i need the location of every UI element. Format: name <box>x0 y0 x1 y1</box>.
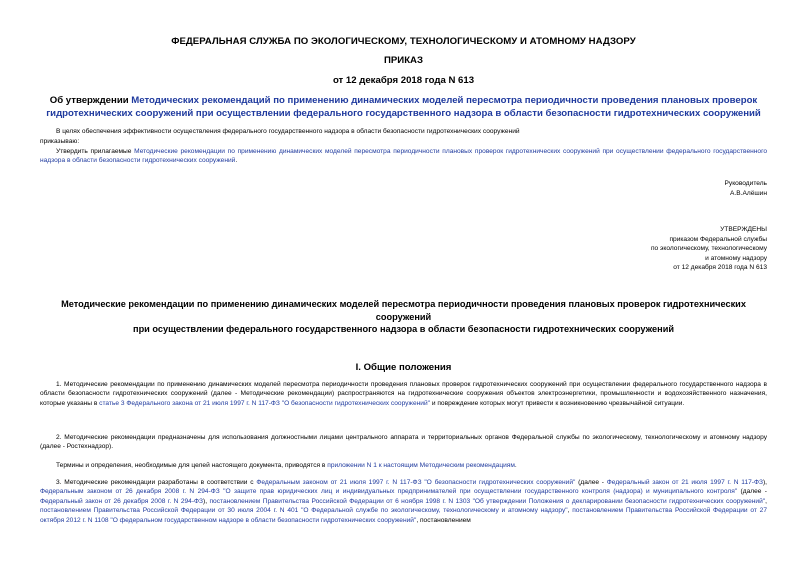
title-prefix: Об утверждении <box>49 95 132 106</box>
p4-text-g: , <box>567 507 573 515</box>
paragraph-1 <box>40 380 767 408</box>
agency-name: ФЕДЕРАЛЬНАЯ СЛУЖБА ПО ЭКОЛОГИЧЕСКОМУ, ТЕХНОЛОГИЧЕСКОМУ И АТОМНОМУ НАДЗОРУ <box>171 36 636 47</box>
signature-position: Руководитель <box>724 180 767 187</box>
approval-line2: приказом Федеральной службы <box>669 235 767 243</box>
order-title <box>40 95 767 120</box>
approve-link[interactable]: Методические рекомендации по применению динамических моделей пересмотра периодичности плановых проверок гидротехнических сооружений при осуществлении федерального государственного надзора в области безопасности гидротехнических сооружений <box>40 148 767 165</box>
signature-name: А.В.Алёшин <box>730 189 767 197</box>
p4-link-2[interactable]: Федеральный закон от 21 июля 1997 г. N 117-ФЗ <box>606 479 763 486</box>
section-heading: I. Общие положения <box>355 362 452 373</box>
p4-link-5[interactable]: постановлением Правительства Российской Федерации от 6 ноября 1998 г. N 1303 "Об утверждении Положения о декларировании безопасности гидротехнических сооружений" <box>209 497 766 505</box>
doc-date-number: от 12 декабря 2018 года N 613 <box>332 75 475 86</box>
p1-link[interactable]: статье 3 Федерального закона от 21 июля 1997 г. N 117-ФЗ "О безопасности гидротехнических сооружений" <box>99 399 430 407</box>
p4-link-3[interactable]: Федеральным законом от 26 декабря 2008 г. N 294-ФЗ "О защите прав юридических лиц и индивидуальных предпринимателей при осуществлении государственного контроля (надзора) и муниципального контроля" <box>40 488 738 496</box>
p4-link-1[interactable]: Федеральным законом от 21 июля 1997 г. N 117-ФЗ "О безопасности гидротехнических сооружений" <box>256 479 576 486</box>
paragraph-3 <box>40 478 767 525</box>
signature-block <box>725 179 767 198</box>
approve-suffix: . <box>235 157 238 165</box>
p4-text-e: ), <box>203 497 210 505</box>
p1-text-a: 1. Методические рекомендации по применению динамических моделей пересмотра периодичности проведения плановых проверок гидротехнических сооружений при осуществлении федерального государственного надзора в области безопасности гидротехнических сооружений (далее - Методические рекомендации) распространяются на гидротехнические сооружения объектов электроэнергетики, промышленности и водохозяйственного назначения, которые указаны в <box>40 381 767 407</box>
recommendations-title-line1: Методические рекомендации по применению динамических моделей пересмотра периодичности проведения плановых проверок гидротехнических сооружений <box>61 299 746 322</box>
approve-paragraph <box>40 147 767 166</box>
p4-link-7[interactable]: постановлением Правительства Российской Федерации от 27 октября 2012 г. N 1108 "О федеральном государственном надзоре в области безопасности гидротехнических сооружений" <box>40 507 767 524</box>
p3-text-b: . <box>514 462 517 469</box>
approval-line5: от 12 декабря 2018 года N 613 <box>673 264 767 271</box>
paragraph-2: 2. Методические рекомендации предназначены для использования должностными лицами центрального аппарата и территориальных органов Федеральной службы по экологическому, технологическому и атомному надзору (далее - Ростехнадзор). <box>40 434 767 451</box>
paragraph-terms <box>56 461 767 470</box>
p4-text-b: (далее - <box>575 479 607 486</box>
p3-link[interactable]: приложении N 1 к настоящим Методическим рекомендациям <box>327 462 515 469</box>
p3-text-a: Термины и определения, необходимые для целей настоящего документа, приводятся в <box>56 462 328 469</box>
approve-prefix: Утвердить прилагаемые <box>56 148 135 155</box>
preamble-line1: В целях обеспечения эффективности осуществления федерального государственного надзора в области безопасности гидротехнических сооружений <box>56 128 520 135</box>
approval-line4: и атомному надзору <box>705 254 767 262</box>
p4-text-f: , <box>765 497 767 505</box>
p1-text-b: и повреждение которых могут привести к возникновению чрезвычайной ситуации. <box>429 399 685 407</box>
p4-text-c: ), <box>762 479 768 486</box>
p4-text-h: , постановлением <box>416 516 471 524</box>
title-link-part2[interactable]: гидротехнических сооружений при осуществлении федерального государственного надзора в области безопасности гидротехнических сооружений <box>46 107 761 119</box>
p4-link-4[interactable]: Федеральный закон от 26 декабря 2008 г. N 294-ФЗ <box>40 497 204 505</box>
approval-block <box>651 225 767 273</box>
title-link-part1[interactable]: Методических рекомендаций по применению динамических моделей пересмотра периодичности проведения плановых проверок <box>131 95 758 106</box>
doc-type: ПРИКАЗ <box>384 55 423 66</box>
p4-link-6[interactable]: постановлением Правительства Российской Федерации от 30 июля 2004 г. N 401 "О Федеральной службе по экологическому, технологическому и атомному надзору" <box>40 507 568 515</box>
recommendations-title <box>40 298 767 336</box>
recommendations-title-line2: при осуществлении федерального государственного надзора в области безопасности гидротехнических сооружений <box>133 324 674 334</box>
p4-text-a: 3. Методические рекомендации разработаны в соответствии с <box>56 479 257 486</box>
preamble-line2: приказываю: <box>40 138 80 145</box>
approval-line1: УТВЕРЖДЕНЫ <box>720 226 767 233</box>
approval-line3: по экологическому, технологическому <box>650 245 767 252</box>
p4-text-d: (далее - <box>737 488 767 496</box>
